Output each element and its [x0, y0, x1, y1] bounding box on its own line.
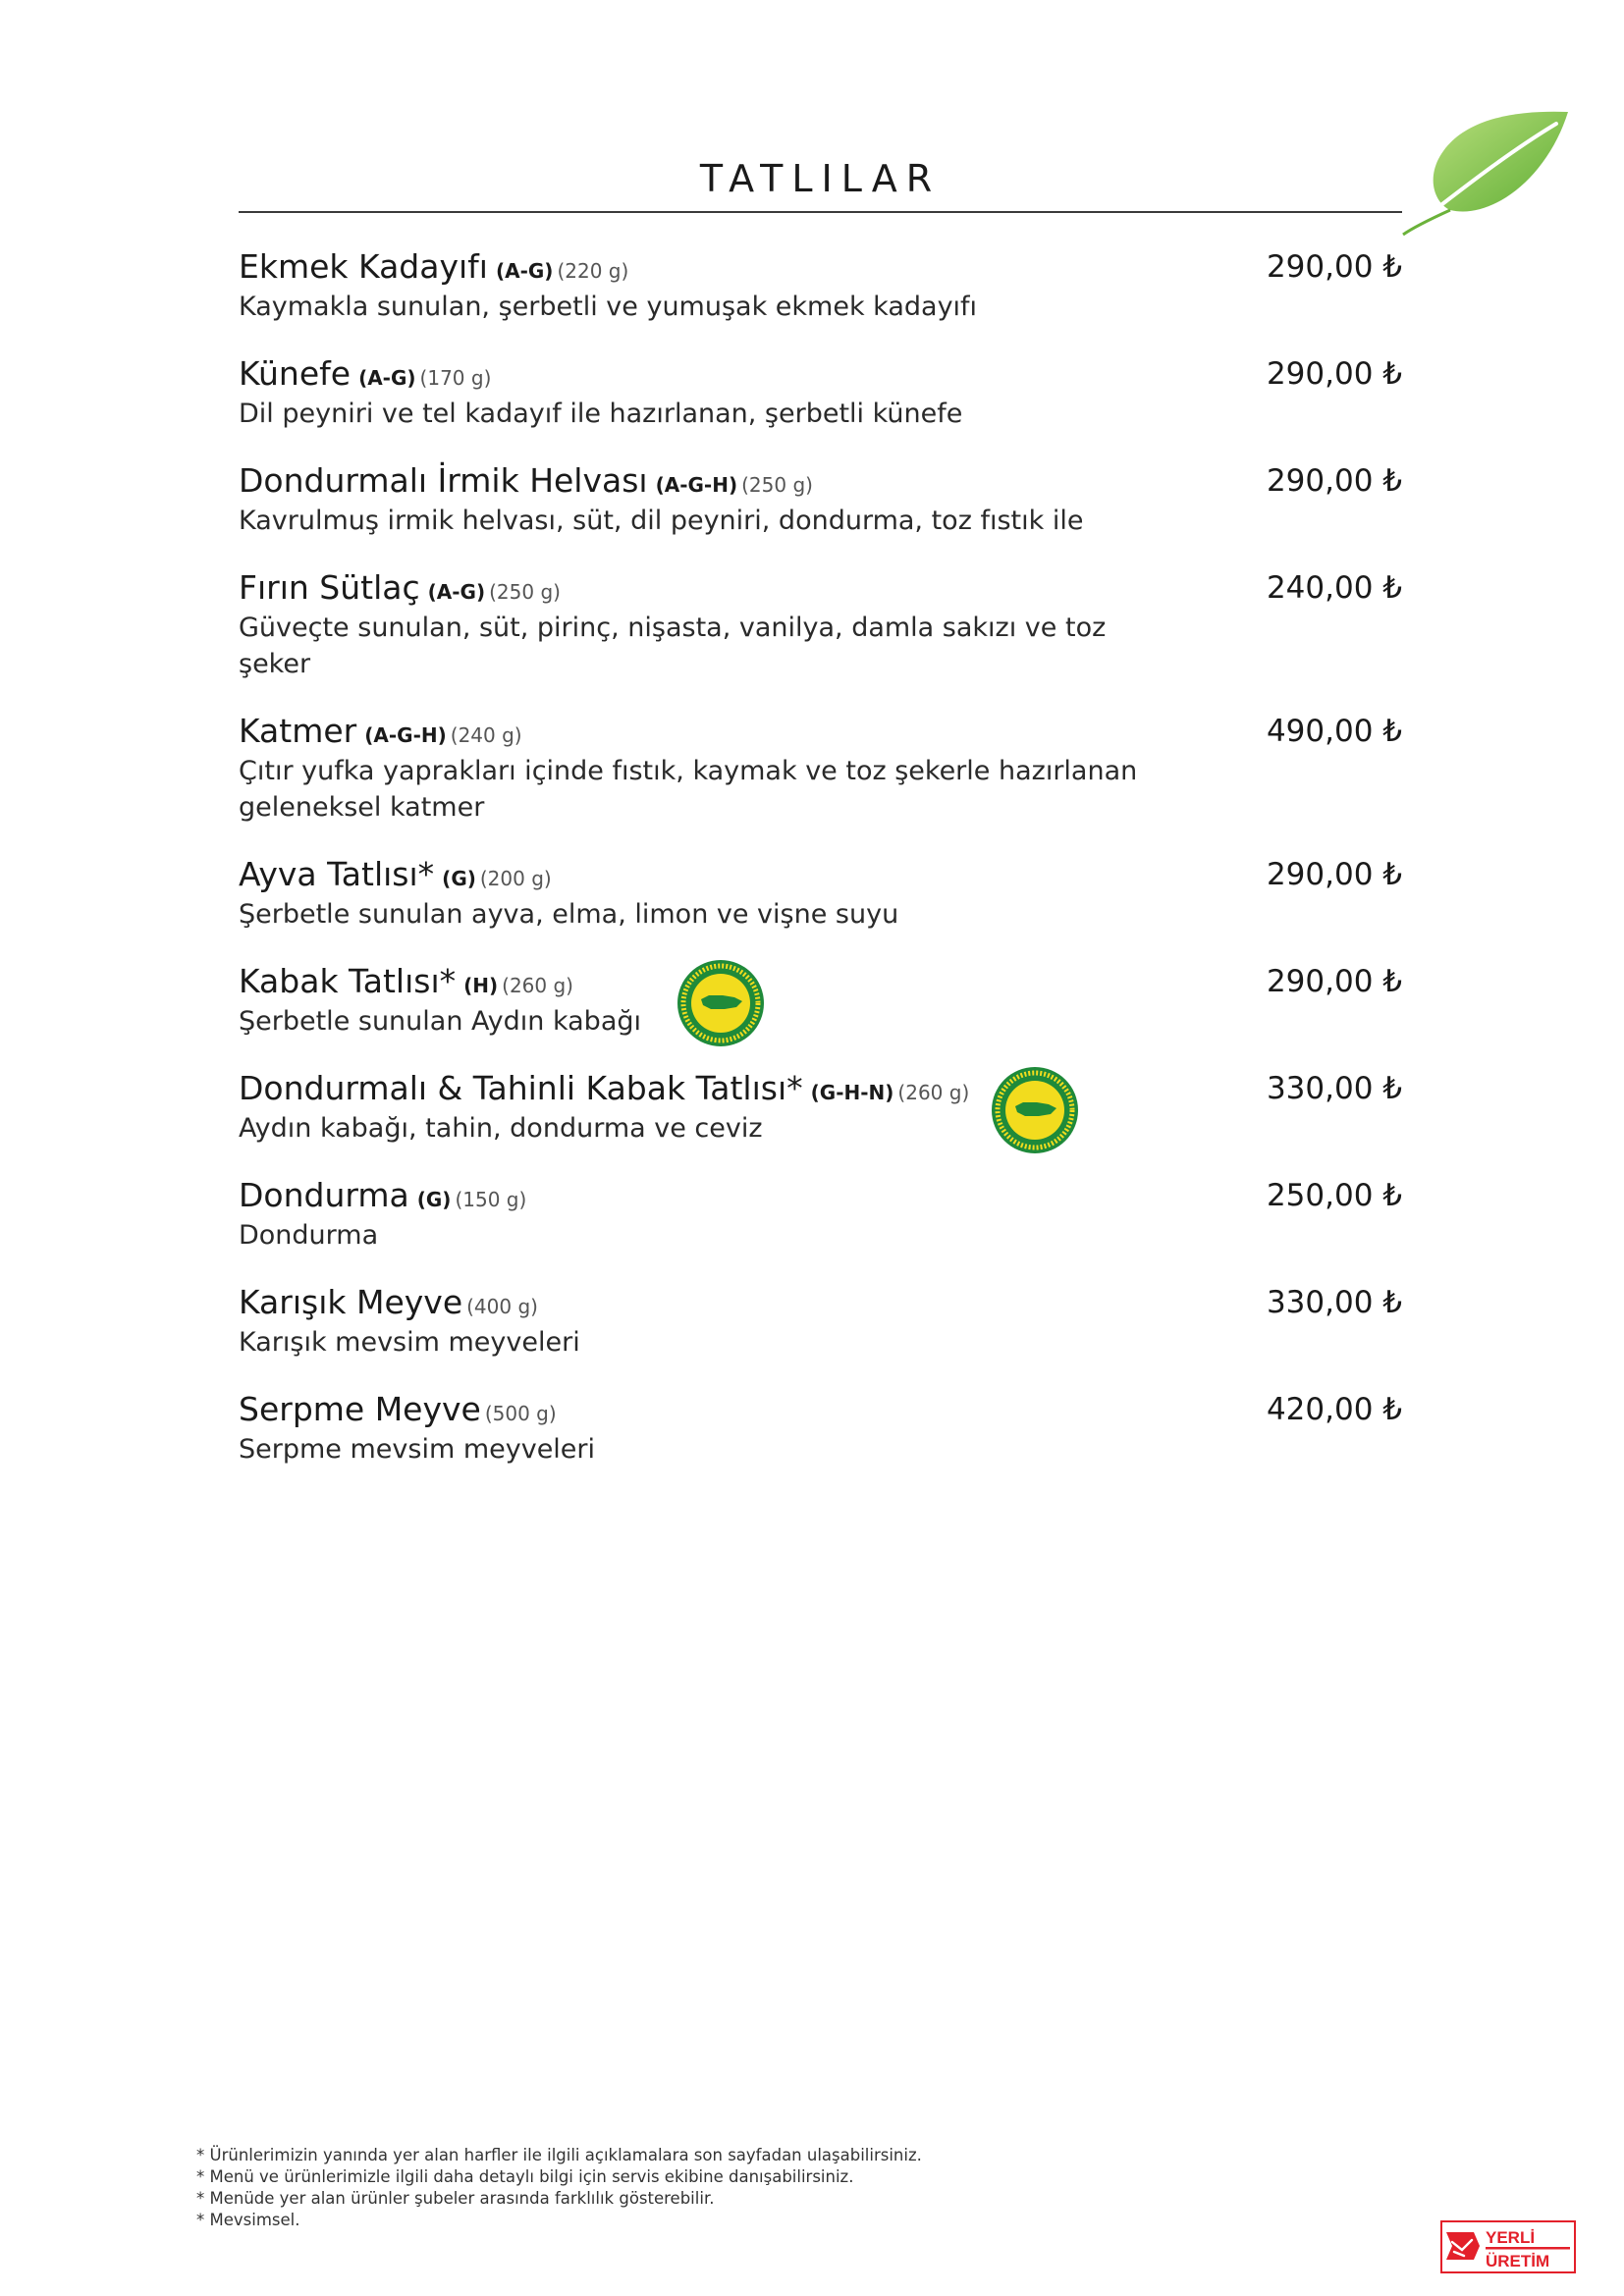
menu-item-allergens: (A-G): [427, 580, 486, 604]
menu-item: [239, 245, 1402, 325]
menu-item-weight: (250 g): [741, 473, 813, 497]
menu-item-heading: [239, 245, 1402, 289]
menu-item-weight: (260 g): [502, 974, 573, 997]
menu-item-name: Ekmek Kadayıfı: [239, 247, 488, 286]
yerli-uretim-logo: [1440, 2220, 1576, 2273]
menu-item-description: Karışık mevsim meyveleri: [239, 1327, 580, 1358]
menu-item: [239, 1388, 1402, 1468]
footnote-line: * Menüde yer alan ürünler şubeler arasında farklılık gösterebilir.: [196, 2189, 715, 2208]
menu-item-weight: (240 g): [450, 723, 522, 747]
menu-item-price: 290,00 ₺: [1266, 964, 1402, 999]
menu-item: [239, 1281, 1402, 1361]
menu-item-allergens: (A-G): [358, 366, 416, 390]
menu-item-description: Dil peyniri ve tel kadayıf ile hazırlanan, şerbetli künefe: [239, 399, 963, 429]
menu-item-weight: (150 g): [455, 1188, 527, 1211]
menu-item-description: Şerbetle sunulan ayva, elma, limon ve vişne suyu: [239, 899, 899, 930]
menu-item-heading: [239, 710, 1402, 753]
menu-item: [239, 960, 1402, 1040]
menu-item-price: 240,00 ₺: [1266, 570, 1402, 606]
menu-item-description: Kaymakla sunulan, şerbetli ve yumuşak ekmek kadayıfı: [239, 292, 978, 322]
logo-line2: ÜRETİM: [1486, 2252, 1550, 2270]
menu-item-heading: [239, 960, 1402, 1003]
footnote-line: * Menü ve ürünlerimizle ilgili daha detaylı bilgi için servis ekibine danışabilirsiniz.: [196, 2167, 854, 2186]
menu-item-name: Karışık Meyve: [239, 1283, 463, 1321]
menu-item-description: Çıtır yufka yaprakları içinde fıstık, kaymak ve toz şekerle hazırlanan geleneksel katmer: [239, 756, 1138, 823]
footnotes: [196, 2145, 922, 2231]
menu-item-description: Serpme mevsim meyveleri: [239, 1434, 596, 1465]
title-divider: [239, 211, 1402, 213]
menu-item-price: 330,00 ₺: [1266, 1285, 1402, 1320]
menu-item-heading: [239, 1174, 1402, 1217]
menu-item-heading: [239, 459, 1402, 503]
menu-item-price: 290,00 ₺: [1266, 857, 1402, 892]
geographical-indication-seal-icon: [676, 958, 766, 1048]
menu-item-heading: [239, 853, 1402, 896]
page-title: TATLILAR: [699, 157, 942, 200]
menu-item-weight: (400 g): [466, 1295, 538, 1318]
menu-item-weight: (500 g): [484, 1402, 557, 1425]
menu-item-allergens: (G): [442, 867, 476, 890]
leaf-icon: [1399, 110, 1571, 238]
menu-item: [239, 1067, 1402, 1147]
menu-item-description: Dondurma: [239, 1220, 379, 1251]
menu-item-name: Kabak Tatlısı*: [239, 962, 457, 1000]
menu-item-price: 490,00 ₺: [1266, 714, 1402, 749]
menu-item-allergens: (A-G-H): [655, 473, 738, 497]
menu-item-heading: [239, 1388, 1402, 1431]
menu-item: [239, 352, 1402, 432]
dessert-menu-list: [239, 245, 1402, 1468]
menu-item-price: 290,00 ₺: [1266, 249, 1402, 285]
menu-item-price: 330,00 ₺: [1266, 1071, 1402, 1106]
menu-item-price: 290,00 ₺: [1266, 463, 1402, 499]
menu-item-allergens: (G): [416, 1188, 452, 1211]
menu-item-allergens: (G-H-N): [810, 1081, 894, 1104]
menu-item-description: Şerbetle sunulan Aydın kabağı: [239, 1006, 642, 1037]
menu-item-description: Aydın kabağı, tahin, dondurma ve ceviz: [239, 1113, 763, 1144]
menu-item-name: Ayva Tatlısı*: [239, 855, 435, 893]
menu-item-allergens: (A-G): [495, 259, 554, 283]
menu-item-heading: [239, 352, 1402, 396]
menu-item-weight: (260 g): [897, 1081, 970, 1104]
menu-item: [239, 459, 1402, 539]
menu-item-description: Kavrulmuş irmik helvası, süt, dil peyniri, dondurma, toz fıstık ile: [239, 506, 1084, 536]
menu-item: [239, 566, 1402, 682]
menu-item-heading: [239, 1067, 1402, 1110]
geographical-indication-seal-icon: [990, 1065, 1080, 1155]
menu-item-price: 420,00 ₺: [1266, 1392, 1402, 1427]
menu-item-name: Künefe: [239, 354, 352, 393]
footnote-line: * Mevsimsel.: [196, 2211, 300, 2229]
menu-item-allergens: (A-G-H): [364, 723, 447, 747]
menu-item-price: 290,00 ₺: [1266, 356, 1402, 392]
menu-item-name: Serpme Meyve: [239, 1390, 481, 1428]
menu-item-name: Dondurmalı İrmik Helvası: [239, 461, 648, 500]
menu-item-name: Dondurma: [239, 1176, 409, 1214]
footnote-line: * Ürünlerimizin yanında yer alan harfler ile ilgili açıklamalara son sayfadan ulaşabilirsiniz.: [196, 2146, 922, 2164]
menu-item-weight: (220 g): [557, 259, 629, 283]
menu-item-heading: [239, 566, 1402, 610]
menu-item-weight: (170 g): [419, 366, 492, 390]
menu-item-allergens: (H): [463, 974, 499, 997]
menu-item-weight: (250 g): [489, 580, 561, 604]
menu-item-heading: [239, 1281, 1402, 1324]
menu-item-weight: (200 g): [479, 867, 552, 890]
logo-line1: YERLİ: [1486, 2228, 1536, 2247]
menu-item-name: Fırın Sütlaç: [239, 568, 420, 607]
menu-item-price: 250,00 ₺: [1266, 1178, 1402, 1213]
menu-item: [239, 1174, 1402, 1254]
menu-item: [239, 710, 1402, 826]
menu-item: [239, 853, 1402, 933]
menu-item-name: Dondurmalı & Tahinli Kabak Tatlısı*: [239, 1069, 803, 1107]
menu-item-description: Güveçte sunulan, süt, pirinç, nişasta, vanilya, damla sakızı ve toz şeker: [239, 613, 1107, 679]
menu-item-name: Katmer: [239, 712, 357, 750]
